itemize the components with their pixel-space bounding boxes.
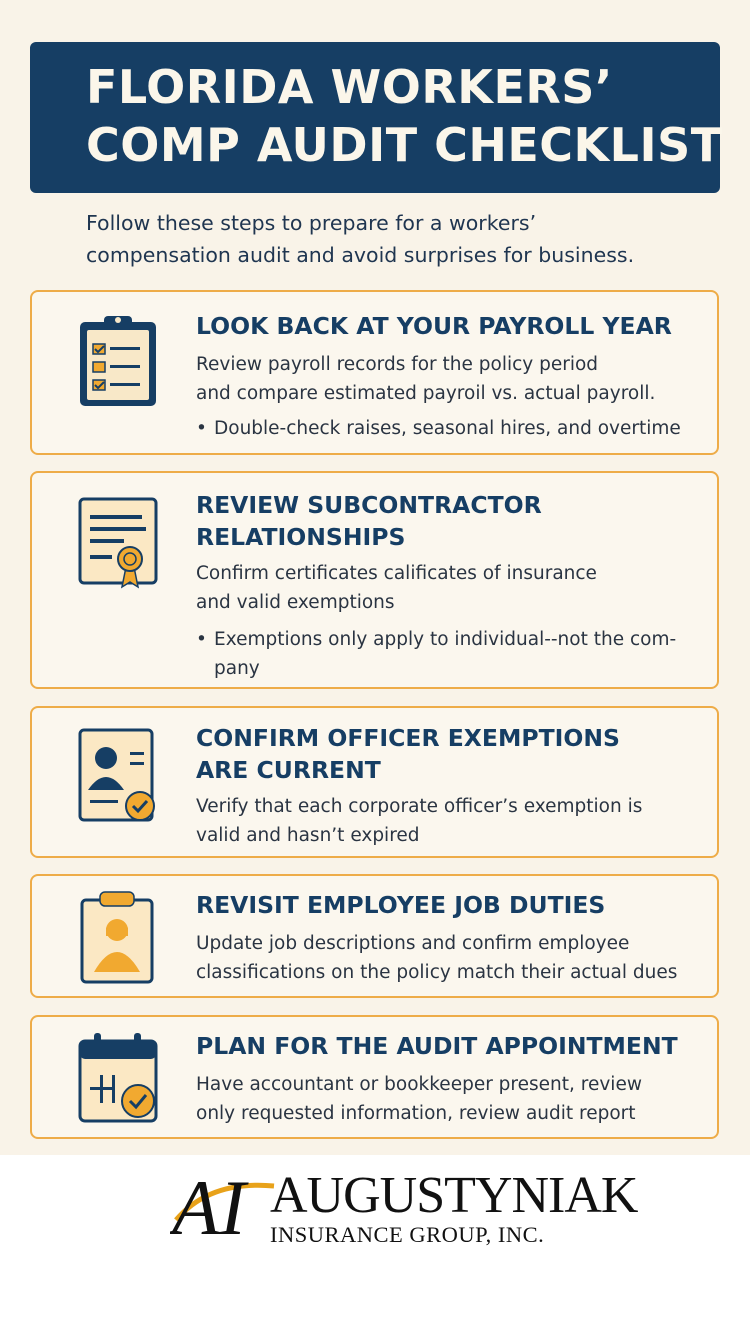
step-title: PLAN FOR THE AUDIT APPOINTMENT	[196, 1032, 678, 1060]
step-text-line: classifications on the policy match their actual dues	[196, 962, 678, 983]
step-text-line: Verify that each corporate officer’s exemption is	[196, 796, 643, 817]
step-text-line: valid and hasn’t expired	[196, 825, 420, 846]
step-card-payroll	[30, 290, 719, 455]
step-text-line: Confirm certificates calificates of insurance	[196, 563, 597, 584]
clipboard-checklist-icon	[76, 312, 160, 408]
step-body	[196, 489, 709, 683]
step-title: CONFIRM OFFICER EXEMPTIONS	[196, 724, 620, 752]
title-line-2: COMP AUDIT CHECKLIST	[86, 118, 723, 172]
bullet-dot: •	[196, 629, 207, 650]
intro-line-1: Follow these steps to prepare for a workers’	[86, 211, 537, 235]
bullet-text: Double-check raises, seasonal hires, and overtime	[214, 418, 681, 439]
company-logo	[170, 1160, 638, 1260]
step-text-line: and compare estimated payroil vs. actual payroll.	[196, 383, 656, 404]
logo-name: AUGUSTYNIAK	[270, 1167, 638, 1224]
bullet-text: Exemptions only apply to individual--not the com-	[214, 629, 677, 650]
step-bullet	[196, 414, 709, 443]
bullet-text: pany	[214, 658, 260, 679]
step-card-audit-appointment	[30, 1015, 719, 1139]
step-body	[196, 1030, 709, 1128]
employee-clipboard-icon	[76, 888, 160, 984]
bullet-dot: •	[196, 418, 207, 439]
step-text-line: Review payroll records for the policy period	[196, 354, 599, 375]
step-title: LOOK BACK AT YOUR PAYROLL YEAR	[196, 312, 672, 340]
ai-monogram-icon	[170, 1160, 280, 1250]
step-body	[196, 310, 709, 443]
step-body	[196, 889, 709, 987]
certificate-icon	[76, 493, 160, 589]
title-line-1: FLORIDA WORKERS’	[86, 60, 613, 114]
step-card-subcontractor	[30, 471, 719, 689]
calendar-check-icon	[76, 1031, 160, 1127]
step-text-line: only requested information, review audit report	[196, 1103, 636, 1124]
logo-monogram: AI	[172, 1164, 246, 1250]
step-text-line: Have accountant or bookkeeper present, review	[196, 1074, 642, 1095]
intro-text	[86, 207, 726, 271]
step-title: RELATIONSHIPS	[196, 523, 406, 551]
step-title: ARE CURRENT	[196, 756, 381, 784]
step-bullet	[196, 625, 709, 683]
step-text-line: and valid exemptions	[196, 592, 395, 613]
step-card-officer	[30, 706, 719, 858]
intro-line-2: compensation audit and avoid surprises for business.	[86, 243, 635, 267]
step-title: REVISIT EMPLOYEE JOB DUTIES	[196, 891, 606, 919]
step-card-job-duties	[30, 874, 719, 998]
step-body	[196, 722, 709, 850]
title-banner	[30, 42, 723, 193]
officer-id-badge-icon	[76, 728, 160, 824]
step-title: REVIEW SUBCONTRACTOR	[196, 491, 542, 519]
step-text-line: Update job descriptions and confirm employee	[196, 933, 630, 954]
logo-subtitle: INSURANCE GROUP, INC.	[270, 1222, 545, 1247]
